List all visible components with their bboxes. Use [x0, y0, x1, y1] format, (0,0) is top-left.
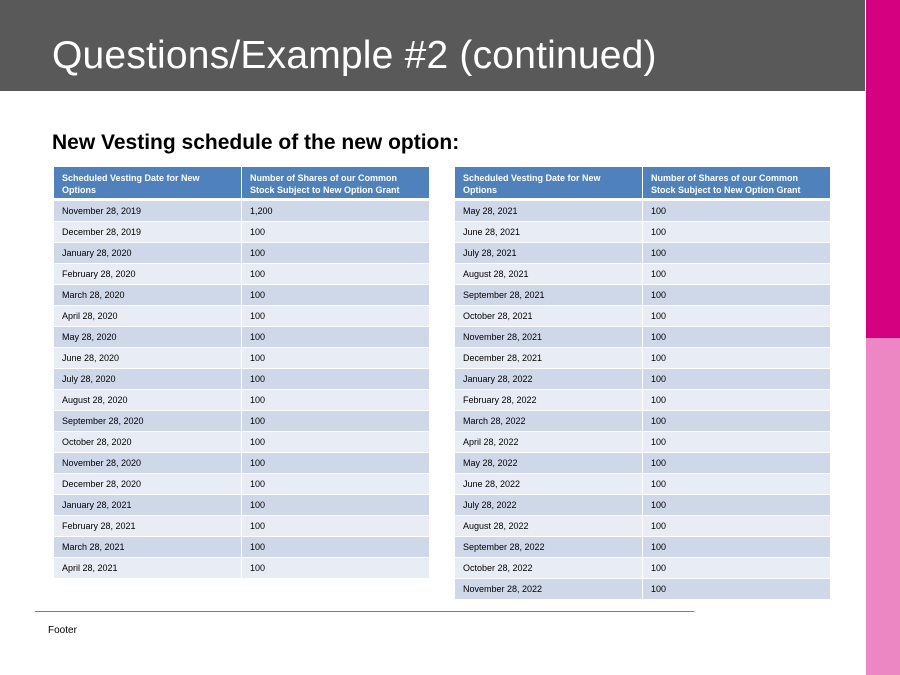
- vesting-date-cell: December 28, 2020: [54, 474, 241, 495]
- table-row: [54, 453, 429, 474]
- slide-title: Questions/Example #2 (continued): [52, 34, 657, 77]
- shares-cell: 100: [642, 306, 830, 327]
- vesting-date-cell: November 28, 2020: [54, 453, 241, 474]
- table-header-row: [54, 167, 429, 201]
- vesting-date-cell: February 28, 2020: [54, 264, 241, 285]
- shares-cell: 100: [642, 243, 830, 264]
- table-row: [455, 243, 830, 264]
- vesting-date-cell: September 28, 2020: [54, 411, 241, 432]
- table-row: [54, 474, 429, 495]
- table-row: [455, 537, 830, 558]
- shares-cell: 100: [241, 285, 429, 306]
- table-row: [455, 285, 830, 306]
- table-row: [455, 327, 830, 348]
- table-row: [455, 432, 830, 453]
- accent-bar-top: [866, 0, 900, 338]
- table-row: [54, 558, 429, 579]
- table-row: [54, 369, 429, 390]
- table-row: [455, 558, 830, 579]
- shares-cell: 100: [241, 327, 429, 348]
- shares-cell: 100: [241, 432, 429, 453]
- shares-cell: 100: [642, 201, 830, 222]
- vesting-date-cell: February 28, 2021: [54, 516, 241, 537]
- vesting-date-cell: September 28, 2022: [455, 537, 642, 558]
- shares-cell: 100: [642, 348, 830, 369]
- vesting-date-cell: February 28, 2022: [455, 390, 642, 411]
- table-row: [54, 222, 429, 243]
- slide-subtitle: New Vesting schedule of the new option:: [52, 131, 460, 154]
- table-row: [54, 285, 429, 306]
- shares-cell: 100: [642, 369, 830, 390]
- vesting-date-cell: June 28, 2022: [455, 474, 642, 495]
- table-row: [54, 306, 429, 327]
- shares-cell: 100: [642, 264, 830, 285]
- shares-cell: 100: [642, 579, 830, 600]
- vesting-date-cell: March 28, 2022: [455, 411, 642, 432]
- shares-cell: 100: [241, 222, 429, 243]
- shares-cell: 100: [642, 222, 830, 243]
- vesting-date-cell: May 28, 2021: [455, 201, 642, 222]
- vesting-table-left: [54, 167, 429, 579]
- header-number-of-shares: Number of Shares of our Common Stock Subject to New Option Grant: [241, 167, 429, 201]
- shares-cell: 100: [241, 306, 429, 327]
- table-row: [54, 327, 429, 348]
- shares-cell: 100: [642, 432, 830, 453]
- table-row: [54, 390, 429, 411]
- shares-cell: 100: [642, 453, 830, 474]
- shares-cell: 100: [642, 495, 830, 516]
- shares-cell: 100: [241, 495, 429, 516]
- vesting-date-cell: August 28, 2022: [455, 516, 642, 537]
- table-row: [54, 432, 429, 453]
- vesting-date-cell: December 28, 2019: [54, 222, 241, 243]
- vesting-date-cell: October 28, 2022: [455, 558, 642, 579]
- shares-cell: 100: [241, 516, 429, 537]
- table-row: [455, 453, 830, 474]
- vesting-date-cell: December 28, 2021: [455, 348, 642, 369]
- accent-bar-bottom: [866, 338, 900, 675]
- table-row: [54, 411, 429, 432]
- table-row: [455, 348, 830, 369]
- vesting-date-cell: March 28, 2020: [54, 285, 241, 306]
- vesting-date-cell: April 28, 2022: [455, 432, 642, 453]
- shares-cell: 100: [642, 558, 830, 579]
- vesting-date-cell: January 28, 2020: [54, 243, 241, 264]
- table-row: [455, 306, 830, 327]
- table-row: [455, 201, 830, 222]
- vesting-date-cell: November 28, 2021: [455, 327, 642, 348]
- vesting-date-cell: July 28, 2022: [455, 495, 642, 516]
- shares-cell: 100: [642, 390, 830, 411]
- shares-cell: 100: [642, 411, 830, 432]
- shares-cell: 100: [241, 348, 429, 369]
- vesting-date-cell: March 28, 2021: [54, 537, 241, 558]
- vesting-date-cell: June 28, 2020: [54, 348, 241, 369]
- vesting-date-cell: September 28, 2021: [455, 285, 642, 306]
- shares-cell: 1,200: [241, 201, 429, 222]
- shares-cell: 100: [642, 285, 830, 306]
- vesting-date-cell: January 28, 2021: [54, 495, 241, 516]
- table-row: [54, 201, 429, 222]
- header-number-of-shares: Number of Shares of our Common Stock Subject to New Option Grant: [642, 167, 830, 201]
- shares-cell: 100: [241, 264, 429, 285]
- table-row: [455, 369, 830, 390]
- shares-cell: 100: [241, 243, 429, 264]
- table-row: [455, 222, 830, 243]
- shares-cell: 100: [241, 558, 429, 579]
- shares-cell: 100: [241, 390, 429, 411]
- shares-cell: 100: [241, 474, 429, 495]
- vesting-date-cell: August 28, 2021: [455, 264, 642, 285]
- vesting-date-cell: April 28, 2021: [54, 558, 241, 579]
- shares-cell: 100: [642, 474, 830, 495]
- shares-cell: 100: [241, 453, 429, 474]
- table-header-row: [455, 167, 830, 201]
- vesting-date-cell: October 28, 2020: [54, 432, 241, 453]
- shares-cell: 100: [241, 537, 429, 558]
- vesting-date-cell: November 28, 2019: [54, 201, 241, 222]
- vesting-date-cell: August 28, 2020: [54, 390, 241, 411]
- table-row: [455, 495, 830, 516]
- vesting-table-right: [455, 167, 830, 600]
- shares-cell: 100: [642, 537, 830, 558]
- vesting-date-cell: May 28, 2022: [455, 453, 642, 474]
- table-row: [455, 474, 830, 495]
- header-vesting-date: Scheduled Vesting Date for New Options: [54, 167, 241, 201]
- table-row: [455, 516, 830, 537]
- shares-cell: 100: [241, 411, 429, 432]
- vesting-date-cell: July 28, 2021: [455, 243, 642, 264]
- table-row: [455, 390, 830, 411]
- table-row: [54, 516, 429, 537]
- vesting-date-cell: November 28, 2022: [455, 579, 642, 600]
- shares-cell: 100: [642, 516, 830, 537]
- header-vesting-date: Scheduled Vesting Date for New Options: [455, 167, 642, 201]
- vesting-date-cell: January 28, 2022: [455, 369, 642, 390]
- vesting-date-cell: July 28, 2020: [54, 369, 241, 390]
- vesting-date-cell: October 28, 2021: [455, 306, 642, 327]
- vesting-date-cell: May 28, 2020: [54, 327, 241, 348]
- shares-cell: 100: [241, 369, 429, 390]
- table-row: [54, 537, 429, 558]
- table-row: [54, 243, 429, 264]
- title-bar: [0, 0, 865, 91]
- table-row: [455, 579, 830, 600]
- vesting-date-cell: June 28, 2021: [455, 222, 642, 243]
- footer-divider: [35, 611, 694, 612]
- table-row: [455, 411, 830, 432]
- table-row: [54, 264, 429, 285]
- footer-text: Footer: [48, 625, 77, 636]
- table-row: [54, 348, 429, 369]
- shares-cell: 100: [642, 327, 830, 348]
- table-row: [54, 495, 429, 516]
- table-row: [455, 264, 830, 285]
- vesting-date-cell: April 28, 2020: [54, 306, 241, 327]
